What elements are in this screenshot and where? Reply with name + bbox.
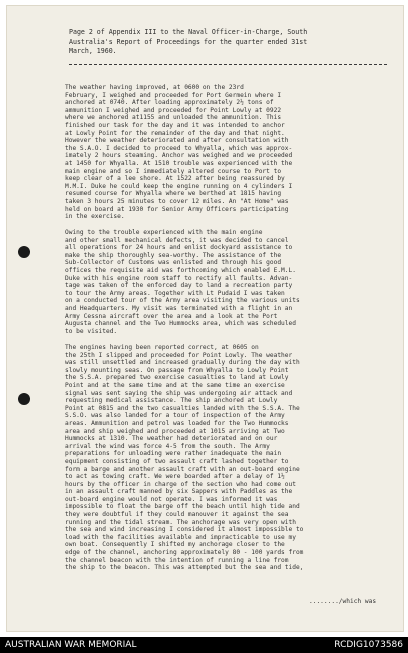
archive-footer [0,637,408,653]
page-header: Page 2 of Appendix III to the Naval Officer-in-Charge, South Australia's Report of Proceedings for the quarter ended 31st March, 1960. [69,28,308,55]
footer-institution: AUSTRALIAN WAR MEMORIAL [5,640,137,650]
divider-dashed [69,64,387,65]
paragraph-2: Owing to the trouble experienced with the main engine and other small mechanical defects, it was decided to cancel all operations for 24 hours and enlist dockyard assistance to make the ship thoroughly sea-worthy. The assistance of the Sub-Collector of Customs was enlisted and through his good offices the requisite aid was forthcoming which enabled E.M.L. Duke with his engine room staff to rectify all faults. Advan- tage was taken of the enforced day to land a recreation party to tour the Army areas. Together with Lt Pudaid I was taken on a conducted tour of the Army area visiting the various units and Headquarters. My visit was terminated with a flight in an Army Cessna aircraft over the area and a look at the Port Augusta channel and the Two Hummocks area, which was scheduled to be visited. [65,229,300,335]
punch-hole [18,246,30,258]
punch-hole [18,393,30,405]
paragraph-1: The weather having improved, at 0600 on the 23rd February, I weighed and proceeded for Port Germein where I anchored at 0740. After loading approximately 2½ tons of ammunition I weighed and proceeded for Point Lowly at 0922 where we anchored at1155 and unloaded the ammunition. This finished our task for the day and it was intended to anchor at Lowly Point for the remainder of the day and that night. However the weather deteriorated and after consultation with the S.A.O. I decided to proceed to Whyalla, which was approx- imately 2 hours steaming. Anchor was weighed and we proceeded at 1450 for Whyalla. At 1510 trouble was experienced with the main engine and so I immediately altered course to Port to keep clear of a lee shore. At 1522 after being reassured by M.M.I. Duke he could keep the engine running on 4 cylinders I resumed course for Whyalla where we berthed at 1815 having taken 3 hours 25 minutes to cover 12 miles. An "At Home" was held on board at 1930 for Senior Army Officers participating in the exercise. [65,84,293,221]
document-page [6,5,404,632]
continuation-text: ......../which was [309,598,377,605]
footer-record-id: RCDIG1073586 [334,640,403,650]
paragraph-3: The engines having been reported correct, at 0605 on the 25th I slipped and proceeded for Point Lowly. The weather was still unsettled and increased gradually during the day with slowly mounting seas. On passage from Whyalla to Lowly Point the S.S.A. prepared two exercise casualties to land at Lowly Point and at the same time and at the same time an exercise signal was sent saying the ship was undergoing air attack and requesting medical assistance. The ship anchored at Lowly Point at 0815 and the two casualties landed with the S.S.A. The S.S.O. was also landed for a tour of inspection of the Army areas. Ammunition and petrol was loaded for the Two Hummocks area and ship weighed and proceeded at 1015 arriving at Two Hummocks at 1310. The weather had deteriorated and on our arrival the wind was force 4-5 from the south. The Army preparations for unloading were rather inadequate the main equipment consisting of two assault craft lashed together to form a barge and another assault craft with an out-board engine to act as towing craft. We were boarded after a delay of 1½ hours by the officer in charge of the section who had come out in an assault craft manned by six Sappers with Paddles as the out-board engine would not operate. I was informed it was impossible to float the barge off the beach until high tide and they were doubtful if they could manouver it against the sea running and the tidal stream. The anchorage was very open with the sea and wind increasing I considered it almost impossible to load with the facilities available and impracticable to use my own boat. Consequently I shifted my anchorage closer to the edge of the channel, anchoring approximately 80 - 100 yards from the channel beacon with the intention of running a line from the ship to the beacon. This was attempted but the sea and tide, [65,344,304,572]
